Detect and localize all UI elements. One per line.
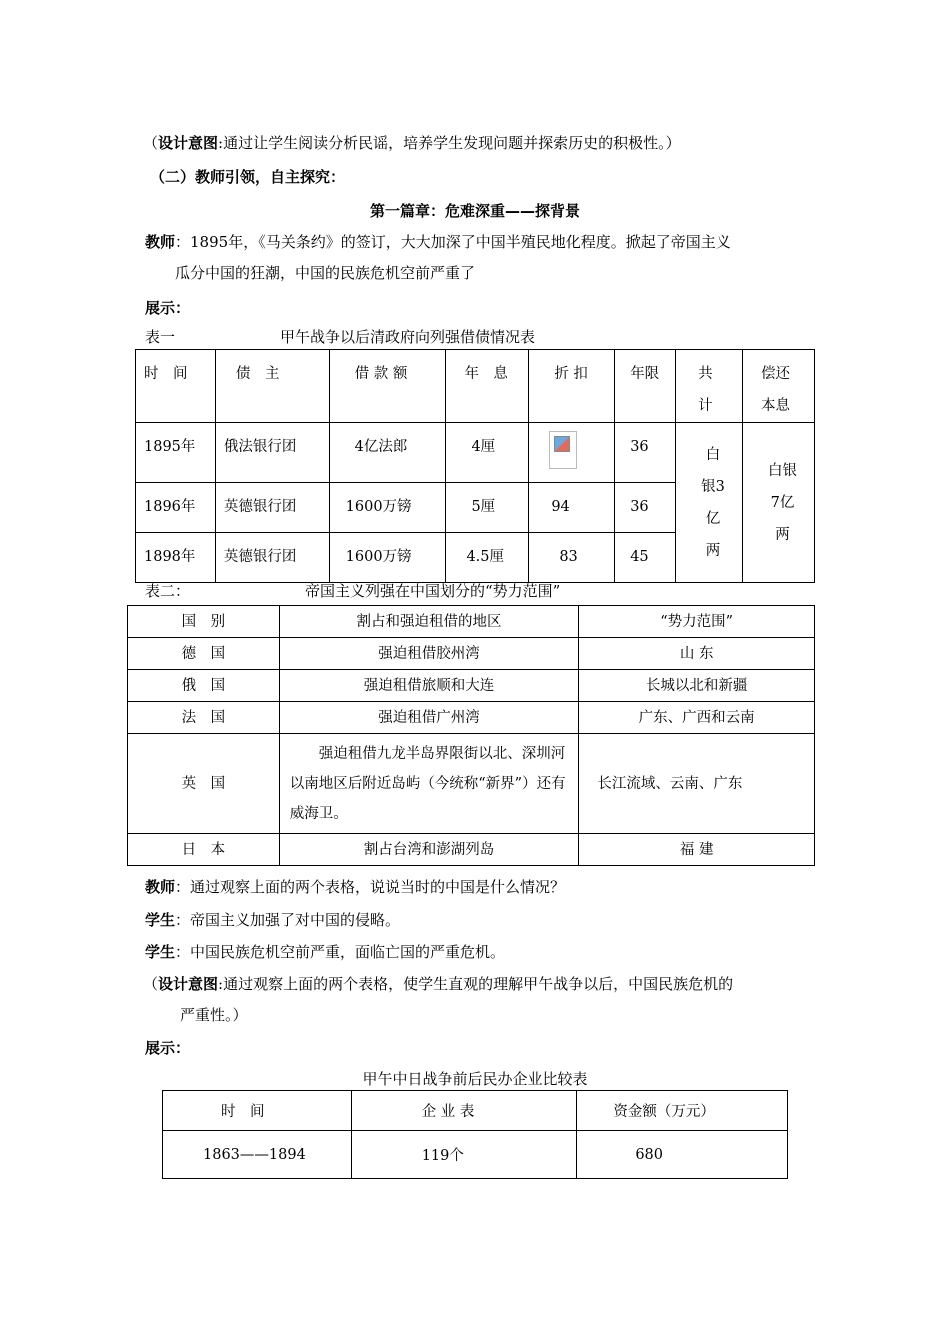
chapter-title: 第一篇章：危难深重——探背景 [369,202,580,220]
cell-creditor: 俄法银行团 [215,423,329,483]
cell-interest: 4.5厘 [446,533,529,583]
design-intent-text-line2: 严重性。） [180,1006,248,1024]
teacher-paragraph-2 [145,876,565,898]
show-label-2: 展示： [145,1039,191,1057]
cell-country: 英 国 [128,734,280,834]
header-interest: 年 息 [446,350,529,423]
cell-repay: 白银7亿两 [743,423,815,583]
cell-territory: 强迫租借九龙半岛界限街以北、深圳河以南地区后附近岛屿（今统称“新界”）还有威海卫。 [279,734,579,834]
cell-years: 36 [615,423,676,483]
cell-period: 1863——1894 [163,1131,352,1179]
show-label-1: 展示： [145,299,191,317]
table1-label: 表一 [145,328,176,346]
cell-sphere: 广东、广西和云南 [579,702,815,734]
header-discount: 折 扣 [529,350,615,423]
cell-time: 1895年 [136,423,216,483]
cell-country: 法 国 [128,702,280,734]
table-row [136,423,815,483]
cell-total: 白银3亿两 [676,423,743,583]
teacher-text-line1: ：1895年，《马关条约》的签订，大大加深了中国半殖民地化程度。掀起了帝国主义 [175,233,731,251]
student-label: 学生 [145,911,176,929]
cell-country: 俄 国 [128,670,280,702]
cell-territory: 强迫租借广州湾 [279,702,579,734]
open-paren: （ [143,975,159,993]
cell-interest: 4厘 [446,423,529,483]
cell-creditor: 英德银行团 [215,483,329,533]
header-country: 国 别 [128,606,280,638]
header-time: 时 间 [136,350,216,423]
cell-creditor: 英德银行团 [215,533,329,583]
design-intent-2 [143,973,733,995]
cell-territory: 强迫租借胶州湾 [279,638,579,670]
header-sphere: “势力范围” [579,606,815,638]
student-label: 学生 [145,943,176,961]
cell-country: 日 本 [128,834,280,866]
design-intent-text-line1: :通过观察上面的两个表格，使学生直观的理解甲午战争以后，中国民族危机的 [218,975,734,993]
header-amount: 借 款 额 [329,350,446,423]
cell-country: 德 国 [128,638,280,670]
table-row [128,638,815,670]
header-total: 共计 [676,350,743,423]
teacher-text: ：通过观察上面的两个表格，说说当时的中国是什么情况？ [175,878,566,896]
spheres-table [127,605,815,866]
cell-enterprises: 119个 [351,1131,577,1179]
cell-amount: 1600万镑 [329,483,446,533]
table3-title: 甲午中日战争前后民办企业比较表 [362,1070,588,1088]
teacher-label: 教师 [145,233,176,251]
student-text: ：中国民族危机空前严重，面临亡国的严重危机。 [175,943,506,961]
header-repay: 偿还本息 [743,350,815,423]
loan-table [135,349,815,583]
cell-amount: 4亿法郎 [329,423,446,483]
table-header-row [136,350,815,423]
broken-image-icon [549,431,577,469]
cell-sphere: 长城以北和新疆 [579,670,815,702]
student-paragraph-1 [145,909,400,931]
cell-discount: 83 [529,533,615,583]
cell-amount: 1600万镑 [329,533,446,583]
table2-title: 帝国主义列强在中国划分的“势力范围” [305,582,561,600]
cell-capital: 680 [577,1131,788,1179]
cell-territory: 割占台湾和澎湖列岛 [279,834,579,866]
section-heading: （二）教师引领，自主探究： [150,168,346,186]
design-intent-label: 设计意图 [158,134,219,152]
cell-time: 1898年 [136,533,216,583]
open-paren: （ [143,134,159,152]
teacher-paragraph-1 [145,231,731,253]
header-creditor: 债 主 [215,350,329,423]
cell-discount: 94 [529,483,615,533]
header-capital: 资金额（万元） [577,1091,788,1131]
cell-interest: 5厘 [446,483,529,533]
cell-time: 1896年 [136,483,216,533]
cell-years: 36 [615,483,676,533]
table-row [128,834,815,866]
teacher-text-line2: 瓜分中国的狂潮，中国的民族危机空前严重了 [175,264,476,282]
header-years: 年限 [615,350,676,423]
header-territory: 割占和强迫租借的地区 [279,606,579,638]
table-header-row [163,1091,788,1131]
student-paragraph-2 [145,941,505,963]
cell-sphere: 福 建 [579,834,815,866]
header-period: 时 间 [163,1091,352,1131]
student-text: ：帝国主义加强了对中国的侵略。 [175,911,401,929]
table-row [128,734,815,834]
teacher-label: 教师 [145,878,176,896]
enterprise-table [162,1090,788,1179]
design-intent-1 [143,132,681,154]
table2-label: 表二： [145,582,191,600]
cell-sphere: 长江流域、云南、广东 [579,734,815,834]
design-intent-label: 设计意图 [158,975,219,993]
table-row [163,1131,788,1179]
cell-discount [529,423,615,483]
table-row [128,670,815,702]
cell-sphere: 山 东 [579,638,815,670]
design-intent-text: :通过让学生阅读分析民谣，培养学生发现问题并探索历史的积极性。） [218,134,681,152]
table-row [128,702,815,734]
cell-territory: 强迫租借旅顺和大连 [279,670,579,702]
table-header-row [128,606,815,638]
table1-title: 甲午战争以后清政府向列强借债情况表 [280,328,536,346]
cell-years: 45 [615,533,676,583]
header-enterprises: 企 业 表 [351,1091,577,1131]
